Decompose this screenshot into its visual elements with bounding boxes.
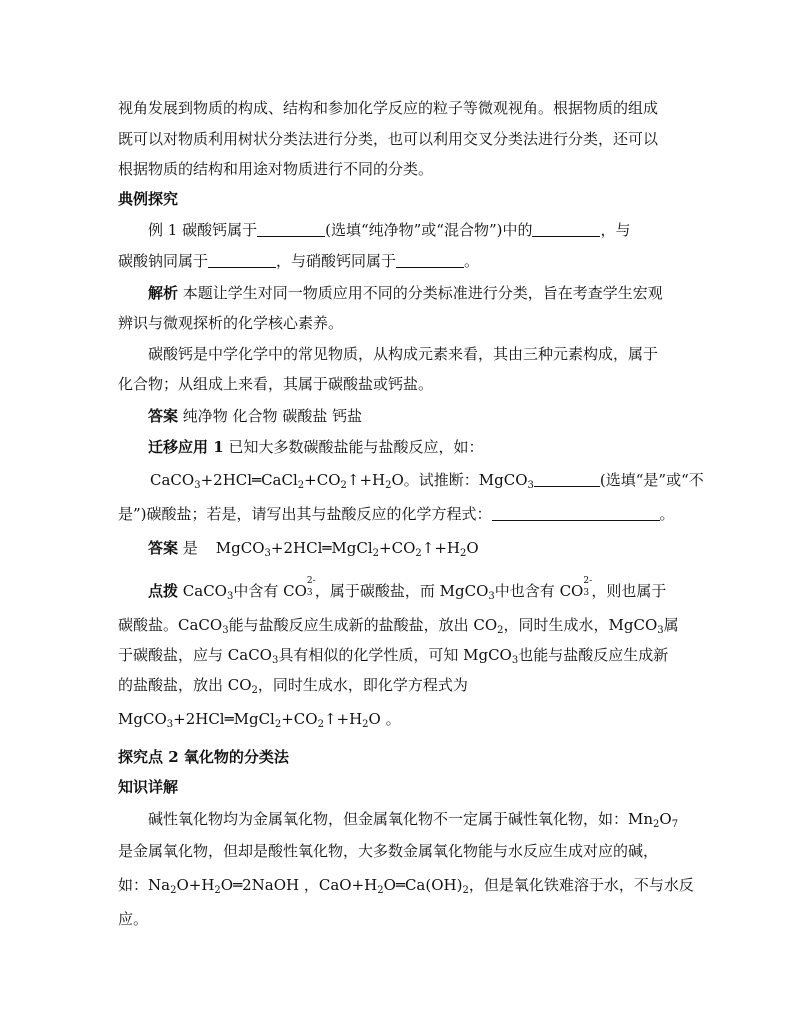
paragraph-line: 根据物质的结构和用途对物质进行不同的分类。: [118, 160, 434, 178]
paragraph-line: 于碳酸盐，应与 CaCO$_3$具有相似的化学性质，可知 MgCO$_3$也能与盐酸反应生成新: [118, 646, 669, 666]
equation-line: [118, 708, 401, 730]
paragraph-line: 碳酸盐。CaCO$_3$能与盐酸反应生成新的盐酸盐，放出 $CO_2$，同时生成水，MgCO$_3$属: [118, 616, 679, 636]
chem-equation: $MgCO_3+2HCl═MgCl_2+CO_2↑+H_2O$: [215, 539, 479, 559]
answer-blank: [208, 252, 276, 268]
paragraph-line: 是”)碳酸盐；若是，请写出其与盐酸反应的化学方程式： 。: [118, 505, 675, 523]
paragraph-line: 视角发展到物质的构成、结构和参加化学反应的粒子等微观视角。根据物质的组成: [118, 99, 659, 117]
hint: 点拨 CaCO$_3$中含有 CO 2- 3 ，属于碳酸盐，而 MgCO$_3$中也含有 CO 2- 3 ，则也属于: [148, 576, 667, 602]
answer: 答案 是 $MgCO_3+2HCl═MgCl_2+CO_2↑+H_2O$: [148, 539, 479, 559]
answer-blank: [492, 505, 660, 521]
paragraph-line: 碳酸钙是中学化学中的常见物质，从构成元素来看，其由三种元素构成，属于: [148, 345, 659, 363]
chem-equation: $MgCO_3+2HCl═MgCl_2+CO_2↑+H_2O$ 。: [118, 710, 401, 730]
section-heading: 探究点 2 氧化物的分类法: [118, 748, 289, 766]
paragraph-line: 碱性氧化物均为金属氧化物，但金属氧化物不一定属于碱性氧化物，如：$Mn_2O_7$: [148, 810, 679, 830]
chem-equation: $Na_2O+H_2O═2NaOH$ ，$CaO+H_2O═Ca(OH)_2$: [148, 876, 469, 896]
paragraph-line: 化合物；从组成上来看，其属于碳酸盐或钙盐。: [118, 375, 434, 393]
chem-equation: $CaCO_3+2HCl═CaCl_2+CO_2↑+H_2O$: [150, 471, 404, 491]
example-question: 例 1 碳酸钙属于 (选填“纯净物”或“混合物”)中的 ，与: [148, 221, 631, 239]
answer-blank: [532, 221, 600, 237]
paragraph-line: 的盐酸盐，放出 $CO_2$，同时生成水，即化学方程式为: [118, 676, 468, 696]
paragraph-line: 应。: [118, 910, 149, 928]
answer: 答案 纯净物 化合物 碳酸盐 钙盐: [148, 407, 363, 425]
paragraph-line: 辨识与微观探析的化学核心素养。: [118, 314, 344, 332]
equation-line: $CaCO_3+2HCl═CaCl_2+CO_2↑+H_2O$。试推断：MgCO$_3$ (选填“是”或“不: [150, 471, 704, 491]
analysis: 解析 本题让学生对同一物质应用不同的分类标准进行分类，旨在考查学生宏观: [148, 284, 663, 302]
section-heading: 知识详解: [118, 778, 179, 796]
paragraph-line: 既可以对物质利用树状分类法进行分类，也可以利用交叉分类法进行分类，还可以: [118, 130, 659, 148]
answer-blank: [534, 471, 600, 487]
paragraph-line: 如：$Na_2O+H_2O═2NaOH$ ，$CaO+H_2O═Ca(OH)_2$，但是氧化铁难溶于水，不与水反: [118, 876, 694, 896]
example-question: 碳酸钠同属于 ，与硝酸钙同属于 。: [118, 252, 480, 270]
transfer-application: 迁移应用 1 已知大多数碳酸盐能与盐酸反应，如：: [148, 438, 484, 456]
answer-blank: [257, 221, 325, 237]
paragraph-line: 是金属氧化物，但却是酸性氧化物，大多数金属氧化物能与水反应生成对应的碱，: [118, 842, 659, 860]
answer-blank: [396, 252, 464, 268]
section-heading: 典例探究: [118, 190, 179, 208]
